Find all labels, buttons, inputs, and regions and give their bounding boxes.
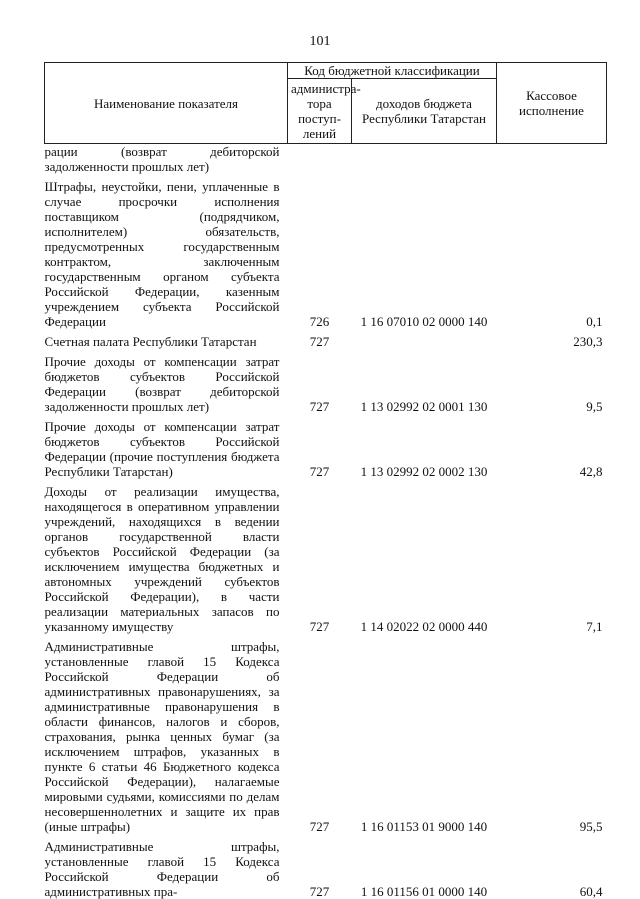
table-row xyxy=(45,144,607,175)
row-admin-code: 727 xyxy=(288,834,352,899)
row-amount: 60,4 xyxy=(497,834,607,899)
budget-table xyxy=(44,62,607,899)
row-income-code xyxy=(352,329,497,349)
row-name: Доходы от реализации имущества, находящегося в оперативном управлении учреждений, находящихся в ведении органов государственной власти субъектов Российской Федерации (за исключением имущества бюджетных и автономных учреждений субъектов Российской Федерации), в части реализации материальных запасов по указанному имуществу xyxy=(45,479,288,634)
row-name: Прочие доходы от компенсации затрат бюджетов субъектов Российской Федерации (возврат дебиторской задолженности прошлых лет) xyxy=(45,349,288,414)
row-amount: 7,1 xyxy=(497,479,607,634)
row-income-code: 1 13 02992 02 0001 130 xyxy=(352,349,497,414)
row-name: Прочие доходы от компенсации затрат бюджетов субъектов Российской Федерации (прочие поступления бюджета Республики Татарстан) xyxy=(45,414,288,479)
table-row xyxy=(45,634,607,834)
row-income-code: 1 14 02022 02 0000 440 xyxy=(352,479,497,634)
page-number: 101 xyxy=(0,34,640,50)
row-income-code xyxy=(352,144,497,175)
row-name: Административные штрафы, установленные главой 15 Кодекса Российской Федерации об административных пра- xyxy=(45,834,288,899)
row-name: рации (возврат дебиторской задолженности прошлых лет) xyxy=(45,144,288,175)
row-amount xyxy=(497,144,607,175)
row-amount: 42,8 xyxy=(497,414,607,479)
table-row xyxy=(45,834,607,899)
row-amount: 230,3 xyxy=(497,329,607,349)
row-admin-code: 727 xyxy=(288,414,352,479)
row-amount: 95,5 xyxy=(497,634,607,834)
row-admin-code: 727 xyxy=(288,329,352,349)
row-income-code: 1 16 01153 01 9000 140 xyxy=(352,634,497,834)
header-name-column: Наименование показателя xyxy=(45,63,288,144)
row-income-code: 1 16 01156 01 0000 140 xyxy=(352,834,497,899)
table-row xyxy=(45,349,607,414)
table-row xyxy=(45,479,607,634)
row-income-code: 1 16 07010 02 0000 140 xyxy=(352,174,497,329)
table-header xyxy=(45,63,607,144)
row-amount: 9,5 xyxy=(497,349,607,414)
row-admin-code: 726 xyxy=(288,174,352,329)
row-name: Штрафы, неустойки, пени, уплаченные в случае просрочки исполнения поставщиком (подрядчиком, исполнителем) обязательств, предусмотренных государственным контрактом, заключенным государственным органом субъекта Российской Федерации, казенным учреждением субъекта Российской Федерации xyxy=(45,174,288,329)
table-row xyxy=(45,174,607,329)
row-name: Административные штрафы, установленные главой 15 Кодекса Российской Федерации об административных правонарушениях, за административные правонарушения в области финансов, налогов и сборов, страхования, рынка ценных бумаг (за исключением штрафов, указанных в пункте 6 статьи 46 Бюджетного кодекса Российской Федерации), налагаемые мировыми судьями, комиссиями по делам несовершеннолетних и защите их прав (иные штрафы) xyxy=(45,634,288,834)
header-classification-group: Код бюджетной классификации xyxy=(288,63,497,79)
row-admin-code: 727 xyxy=(288,349,352,414)
header-income-column: доходов бюджета Республики Татарстан xyxy=(352,79,497,144)
table-body xyxy=(45,144,607,899)
header-admin-column: администра-тора поступ-лений xyxy=(288,79,352,144)
header-cash-column: Кассовое исполнение xyxy=(497,63,607,144)
row-admin-code xyxy=(288,144,352,175)
row-name: Счетная палата Республики Татарстан xyxy=(45,329,288,349)
row-admin-code: 727 xyxy=(288,479,352,634)
row-admin-code: 727 xyxy=(288,634,352,834)
row-income-code: 1 13 02992 02 0002 130 xyxy=(352,414,497,479)
table-row xyxy=(45,329,607,349)
table-row xyxy=(45,414,607,479)
row-amount: 0,1 xyxy=(497,174,607,329)
